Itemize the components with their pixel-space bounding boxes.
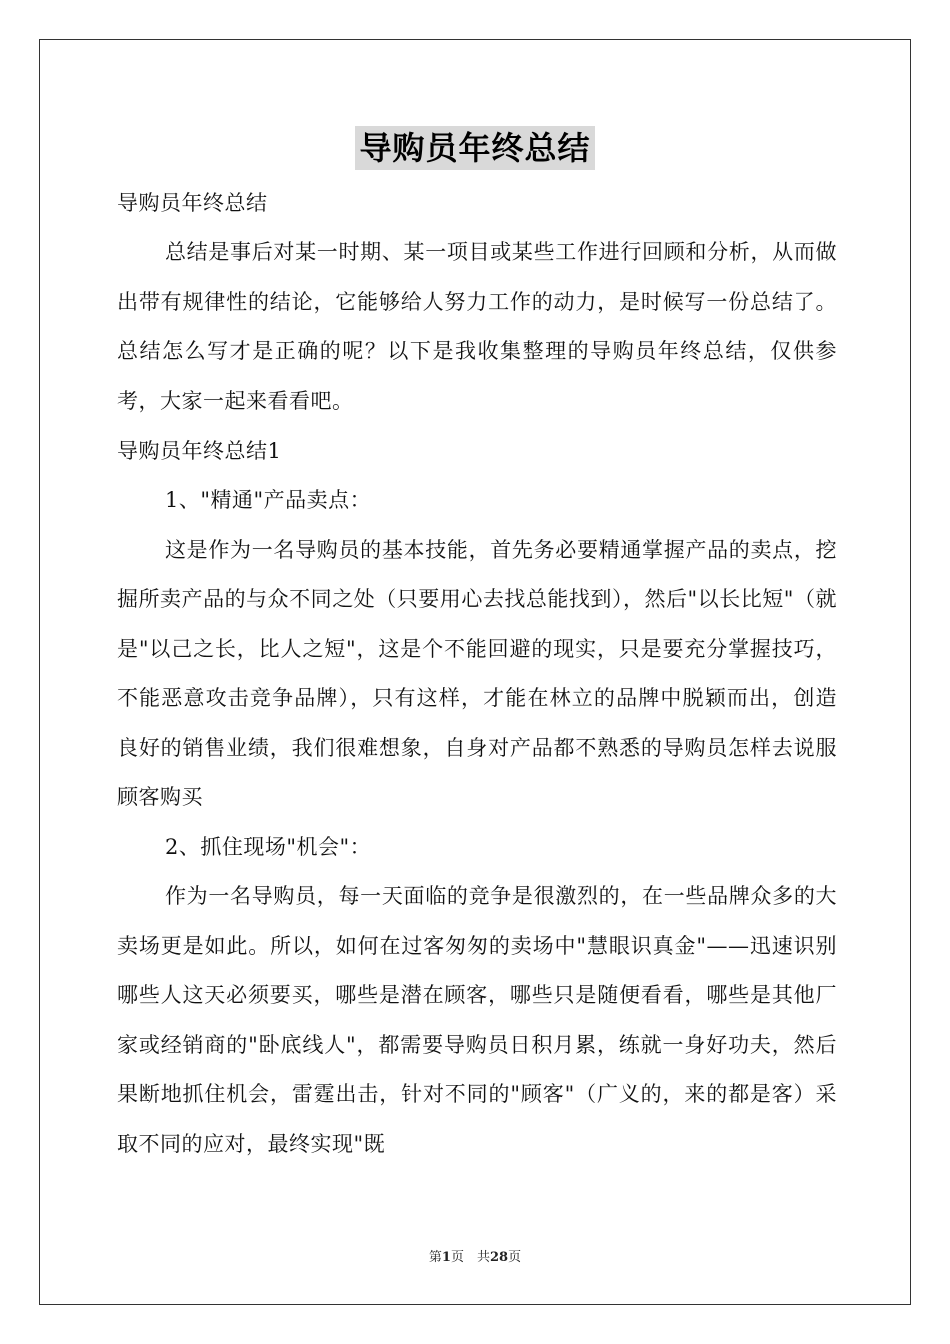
title-container [0,126,950,170]
footer-mid: 页 共 [450,1250,490,1265]
point-heading-2: 2、抓住现场"机会"： [165,834,372,859]
subtitle-line: 导购员年终总结 [117,191,268,215]
point-paragraph-1: 这是作为一名导购员的基本技能，首先务必要精通掌握产品的卖点，挖掘所卖产品的与众不同之处（只要用心去找总能找到），然后"以长比短"（就是"以己之长，比人之短"，这是个不能回避的现实，只是要充分掌握技巧，不能恶意攻击竞争品牌），只有这样，才能在林立的品牌中脱颖而出，创造良好的销售业绩，我们很难想象，自身对产品都不熟悉的导购员怎样去说服顾客购买 [117,537,837,809]
point-paragraph-2: 作为一名导购员，每一天面临的竞争是很激烈的，在一些品牌众多的大卖场更是如此。所以，如何在过客匆匆的卖场中"慧眼识真金"——迅速识别哪些人这天必须要买，哪些是潜在顾客，哪些只是随便看看，哪些是其他厂家或经销商的"卧底线人"，都需要导购员日积月累，练就一身好功夫，然后果断地抓住机会，雷霆出击，针对不同的"顾客"（广义的，来的都是客）采取不同的应对，最终实现"既 [117,884,837,1156]
footer-prefix: 第 [428,1250,442,1265]
page-footer [0,1246,950,1265]
document-body [117,178,837,1169]
point-heading-1: 1、"精通"产品卖点： [165,488,372,512]
document-title: 导购员年终总结 [355,126,594,170]
footer-suffix: 页 [508,1250,522,1265]
footer-total-pages: 28 [489,1250,509,1265]
intro-paragraph: 总结是事后对某一时期、某一项目或某些工作进行回顾和分析，从而做出带有规律性的结论，它能够给人努力工作的动力，是时候写一份总结了。总结怎么写才是正确的呢？以下是我收集整理的导购员年终总结，仅供参考，大家一起来看看吧。 [117,240,837,413]
footer-page-number: 1 [441,1250,451,1265]
section-heading: 导购员年终总结1 [117,439,282,463]
